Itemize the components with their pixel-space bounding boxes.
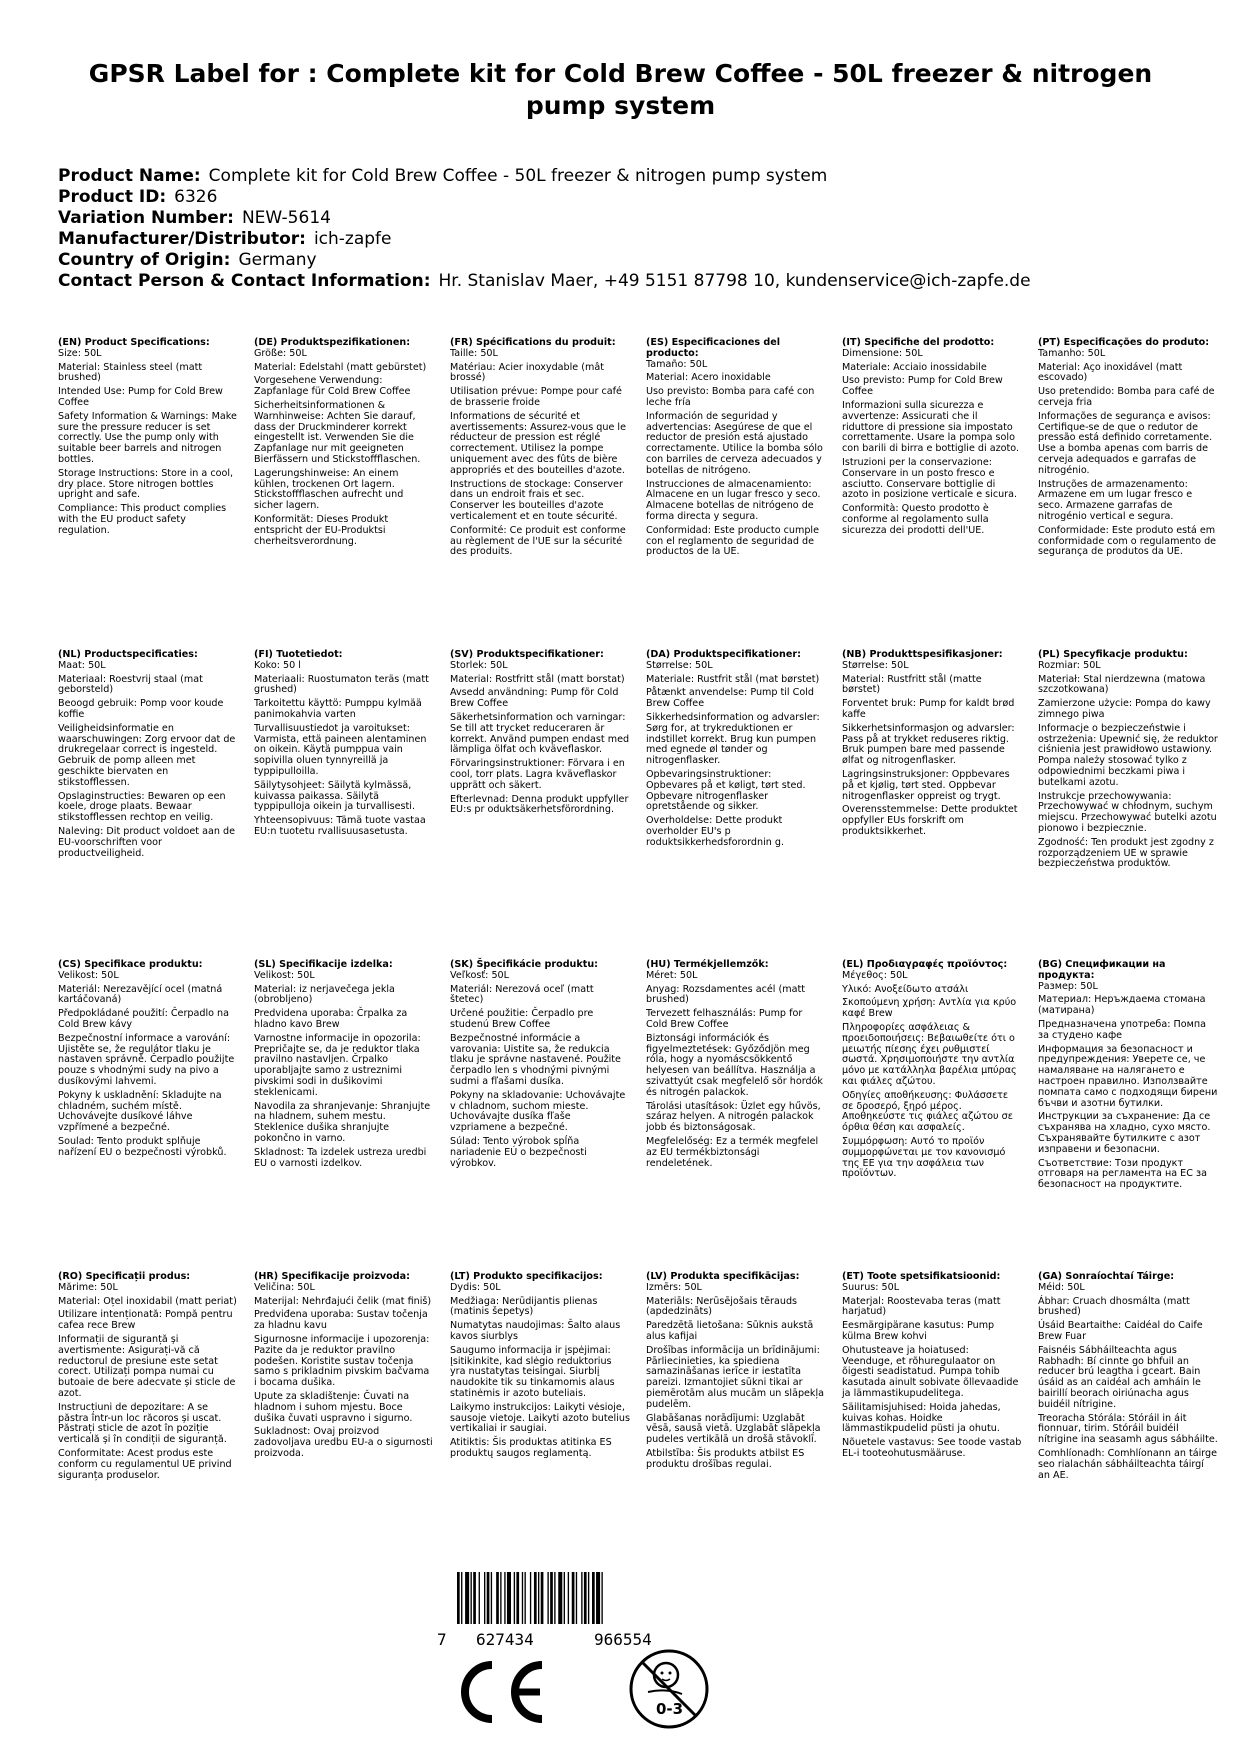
value: 6326 [174,187,218,207]
spec-line: Съответствие: Този продукт отговаря на регламента на ЕС за безопасност на продуктите. [1038,1157,1207,1191]
barcode-bar [547,1572,548,1624]
spec-line: Compliance: This product complies with the EU product safety regulation. [58,503,227,536]
spec-heading: (IT) Specifiche del prodotto: [842,337,995,348]
spec-line: Tamanho: 50L [1038,347,1106,359]
barcode-bar [487,1572,490,1624]
barcode-group-1: 627434 [476,1630,534,1649]
spec-line: Saugumo informacija ir įspėjimai: Įsitikinkite, kad slėgio reduktorius yra nustatytas teisingai. Siurblį naudokite tik su tinkamomis alaus statinėmis ir azoto buteliais. [450,1344,615,1399]
spec-line: Размер: 50L [1038,980,1098,992]
spec-line: Informações de segurança e avisos: Certifique-se de que o redutor de pressão está definido corretamente. Use a bomba apenas com barris de cerveja adequados e garrafas de nitrogénio. [1038,410,1213,476]
spec-line: Lagerungshinweise: An einem kühlen, trockenen Ort lagern. Stickstoffflaschen aufrecht und sicher lagern. [254,467,404,512]
spec-line: Numatytas naudojimas: Šalto alaus kavos siurblys [450,1320,621,1342]
spec-line: Overensstemmelse: Dette produktet oppfyller EUs forskrift om produktsikkerhet. [842,804,1018,837]
spec-line: Sikkerhedsinformation og advarsler: Sørg for, at trykreduktionen er indstillet korrekt. Brug kun pumpen med egnede øl tønder og nitrogenflasker. [646,711,820,767]
spec-line: Varnostne informacije in opozorila: Prepričajte se, da je reduktor tlaka pravilno nastavljen. Črpalko uporabljajte samo z ustreznimi pivskimi sodi in dušikovimi steklenicami. [254,1032,421,1098]
barcode-bar [541,1572,544,1624]
spec-block [842,960,1022,1183]
spec-heading: (EN) Product Specifications: [58,337,210,348]
age-warning-label: 0-3 [656,1700,684,1718]
spec-block [58,1272,238,1484]
spec-block [254,338,434,550]
spec-line: Tárolási utasítások: Üzlet egy hűvös, száraz helyen. A nitrogén palackok jobb és biztonságosak. [646,1100,821,1134]
barcode-bar [461,1572,462,1624]
spec-line: Veiligheidsinformatie en waarschuwingen: Zorg ervoor dat de drukregelaar correct is ingesteld. Gebruik de pomp alleen met geschikte biervaten en stikstofflessen. [58,722,236,788]
spec-line: Säilitamisjuhised: Hoida jahedas, kuivas kohas. Hoidke lämmastikpudelid püsti ja ohutu. [842,1401,1001,1435]
spec-line: Atbilstība: Šis produkts atbilst ES produktu drošības regulai. [646,1447,805,1470]
spec-line: Size: 50L [58,347,102,359]
spec-line: Laikymo instrukcijos: Laikyti vėsioje, sausoje vietoje. Laikyti azoto butelius vertikaliai ir saugiai. [450,1401,630,1435]
barcode-group-2: 966554 [594,1630,652,1649]
spec-line: Uso previsto: Pump for Cold Brew Coffee [842,375,1003,398]
spec-line: Faisnéis Sábháilteachta agus Rabhadh: Bí cinnte go bhfuil an reducer brú leagtha i gceart. Bain úsáid as an caidéal ach amháin le bairillí beorach oiriúnacha agus buidéil nítrigine. [1038,1344,1201,1410]
spec-block [254,960,434,1172]
spec-line: Beoogd gebruik: Pomp voor koude koffie [58,698,224,720]
spec-block [646,338,826,561]
spec-line: Σκοπούμενη χρήση: Αντλία για κρύο καφέ Brew [842,997,1017,1020]
spec-line: Mărime: 50L [58,1281,118,1293]
spec-block [842,1272,1022,1463]
spec-line: Conformité: Ce produit est conforme au règlement de l'UE sur la sécurité des produits. [450,524,626,558]
spec-block [646,1272,826,1474]
spec-heading: (SV) Produktspecifikationer: [450,649,604,660]
spec-block [58,960,238,1162]
spec-line: Instrucțiuni de depozitare: A se păstra într-un loc răcoros și uscat. Păstrați sticle de azot în poziție verticală și în condiții de siguranță. [58,1401,227,1446]
spec-line: Conformidade: Este produto está em conformidade com o regulamento de segurança de produtos da UE. [1038,524,1217,558]
label: Manufacturer/Distributor: [58,229,306,249]
spec-line: Sicherheitsinformationen & Warnhinweise: Achten Sie darauf, dass der Druckminderer korrekt eingestellt ist. Verwenden Sie die Zapfanlage nur mit geeigneten Bierfässern und Stickstoffflaschen. [254,399,421,465]
spec-line: Materijal: Nehrđajući čelik (mat finiš) [254,1295,432,1307]
spec-line: Velikost: 50L [254,969,315,981]
spec-line: Predvidena uporaba: Črpalka za hladno kavo Brew [254,1008,408,1030]
barcode-bar [568,1572,569,1624]
spec-line: Οδηγίες αποθήκευσης: Φυλάσσετε σε δροσερό, ξηρό μέρος. Αποθηκεύστε τις φιάλες αζώτου σε όρθια θέση και ασφαλείς. [842,1089,1013,1134]
spec-line: Sigurnosne informacije i upozorenja: Pazite da je reduktor pravilno podešen. Koristite sustav točenja samo s prikladnim pivskim bačvama i bocama dušika. [254,1333,430,1389]
spec-block [450,650,630,819]
spec-line: Material: Acero inoxidable [646,372,771,384]
spec-line: Veličina: 50L [254,1281,315,1293]
barcode-bar [538,1572,539,1624]
barcode-bar [491,1572,492,1624]
spec-heading: (EL) Προδιαγραφές προϊόντος: [842,959,1008,970]
barcode-bar [484,1572,485,1624]
spec-line: Úsáid Beartaithe: Caidéal do Caife Brew Fuar [1038,1320,1203,1342]
label: Product Name: [58,166,201,186]
spec-line: Säilytysohjeet: Säilytä kylmässä, kuivassa paikassa. Säilytä typpipulloja oikein ja turvallisesti. [254,779,416,813]
spec-line: Overholdelse: Dette produkt overholder EU's p roduktsikkerhedsforordnin g. [646,815,785,848]
spec-line: Påtænkt anvendelse: Pump til Cold Brew Coffee [646,687,814,710]
spec-line: Material: iz nerjavečega jekla (obrobljeno) [254,983,395,1006]
spec-line: Drošības informācija un brīdinājumi: Pārliecinieties, ka spiediena samazināšanas ierīce ir iestatīta pareizi. Izmantojiet sūkni tikai ar piemērotām alus mucām un slāpekļa pudelēm. [646,1344,825,1410]
spec-line: Material: Aço inoxidável (matt escovado) [1038,361,1183,384]
spec-line: Méret: 50L [646,969,698,981]
barcode-bar [558,1572,562,1624]
spec-line: Utilizare intenționată: Pompă pentru cafea rece Brew [58,1309,233,1332]
barcode-bar [504,1572,505,1624]
spec-heading: (FR) Spécifications du produit: [450,337,616,348]
spec-heading: (BG) Спецификации на продукта: [1038,959,1166,981]
spec-line: Turvallisuustiedot ja varoitukset: Varmista, että paineen alentaminen on oikein. Käytä pumppua vain sopivilla oluen tynnyreillä ja typpipulloilla. [254,722,427,777]
spec-heading: (NL) Productspecificaties: [58,649,198,660]
spec-line: Πληροφορίες ασφάλειας & προειδοποιήσεις: Βεβαιωθείτε ότι ο μειωτής πίεσης έχει ρυθμιστεί σωστά. Χρησιμοποιήστε την αντλία μόνο με κατάλληλα βαρέλια μπύρας και φιάλες αζώτου. [842,1021,1017,1087]
barcode-bar [516,1572,519,1624]
spec-line: Material: Edelstahl (matt gebürstet) [254,361,427,373]
spec-block [646,650,826,852]
spec-line: Conformidad: Este producto cumple con el reglamento de seguridad de productos de la UE. [646,524,819,558]
spec-line: Größe: 50L [254,347,307,359]
spec-line: Informazioni sulla sicurezza e avvertenze: Assicurati che il riduttore di pressione sia impostato correttamente. Usare la pompa solo con barili di birra e bottiglie di azoto. [842,399,1020,455]
barcode-bar [496,1572,499,1624]
spec-block [450,1272,630,1463]
spec-line: Material: Rostfritt stål (matt borstat) [450,673,625,685]
label: Country of Origin: [58,250,231,270]
spec-line: Información de seguridad y advertencias: Asegúrese de que el reductor de presión está ajustado correctamente. Utilice la bomba sólo con barriles de cerveza adecuados y botellas de nitrógeno. [646,410,823,476]
barcode-bar [601,1572,602,1624]
spec-line: Предназначена употреба: Помпа за студено кафе [1038,1018,1206,1041]
spec-line: Tamaño: 50L [646,358,708,370]
spec-line: Förvaringsinstruktioner: Förvara i en cool, torr plats. Lagra kväveflaskor upprätt och säkert. [450,758,625,791]
spec-line: Soulad: Tento produkt splňuje nařízení EU o bezpečnosti výrobků. [58,1135,227,1158]
spec-line: Informations de sécurité et avertissements: Assurez-vous que le réducteur de pression est réglé correctement. Utilisez la pompe uniquement avec des fûts de bière appropriés et des bouteilles d'azote. [450,410,626,476]
spec-line: Intended Use: Pump for Cold Brew Coffee [58,386,223,408]
spec-line: Konformität: Dieses Produkt entspricht der EU-Produktsi cherheitsverordnung. [254,513,389,547]
spec-block [58,338,238,540]
spec-heading: (PT) Especificações do produto: [1038,337,1210,348]
spec-line: Conformità: Questo prodotto è conforme al regolamento sulla sicurezza dei prodotti dell'UE. [842,503,989,536]
spec-line: Forventet bruk: Pump for kaldt brød kaffe [842,698,1015,720]
value: Germany [238,250,317,270]
spec-block [450,338,630,561]
spec-line: Uso pretendido: Bomba para café de cerveja fria [1038,386,1215,408]
spec-line: Medžiaga: Nerūdijantis plienas (matinis šepetys) [450,1295,598,1318]
spec-line: Ohutusteave ja hoiatused: Veenduge, et rõhuregulaator on õigesti seadistatud. Pumpa tohib kasutada ainult sobivate õllevaadide ja lämmastikupudelitega. [842,1344,1019,1399]
spec-line: Material: Rustfritt stål (matte børstet) [842,673,982,696]
barcode-bar [465,1572,469,1624]
barcode-bar [572,1572,575,1624]
spec-line: Opbevaringsinstruktioner: Opbevares på et køligt, tørt sted. Opbevare nitrogenflasker opretstående og sikker. [646,768,806,813]
barcode-bar [525,1572,526,1624]
spec-line: Rozmiar: 50L [1038,659,1101,671]
barcode [455,1572,691,1624]
spec-heading: (ES) Especificaciones del producto: [646,337,781,359]
spec-block [1038,650,1218,873]
spec-heading: (NB) Produkttspesifikasjoner: [842,649,1003,660]
spec-line: Izmērs: 50L [646,1281,702,1293]
spec-line: Veľkosť: 50L [450,969,509,981]
spec-line: Material: Stainless steel (matt brushed) [58,361,203,384]
spec-heading: (LT) Produkto specifikacijos: [450,1271,603,1282]
spec-line: Sikkerhetsinformasjon og advarsler: Pass på at trykket reduseres riktig. Bruk pumpen bare med passende ølfat og nitrogenflasker. [842,722,1015,767]
spec-line: Bezpečnostní informace a varování: Ujistěte se, že regulátor tlaku je nastaven správně. Čerpadlo použijte pouze s vhodnými sudy na pivo a dusíkovými lahvemi. [58,1032,235,1087]
value: Hr. Stanislav Maer, +49 5151 87798 10, kundenservice@ich-zapfe.de [438,271,1031,291]
spec-heading: (ET) Toote spetsifikatsioonid: [842,1271,1001,1282]
spec-block [842,338,1022,540]
spec-line: Instructions de stockage: Conserver dans un endroit frais et sec. Conserver les bouteilles d'azote verticalement et en toute sécurité. [450,478,623,522]
barcode-bar [584,1572,587,1624]
spec-line: Информация за безопасност и предупреждения: Уверете се, че намаляване на налягането е настроен правилно. Използвайте помпата само с подходящи бирени бъчви и азотни бутилки. [1038,1043,1218,1109]
spec-line: Zgodność: Ten produkt jest zgodny z rozporządzeniem UE w sprawie bezpieczeństwa produktów. [1038,836,1214,870]
spec-line: Instrukcje przechowywania: Przechowywać w chłodnym, suchym miejscu. Przechowywać butelki azotu pionowo i bezpiecznie. [1038,790,1217,834]
spec-line: Materiał: Stal nierdzewna (matowa szczotkowana) [1038,673,1206,696]
spec-line: Maat: 50L [58,659,106,671]
barcode-bar [500,1572,501,1624]
product-name-row [58,166,1031,187]
barcode-bar [514,1572,515,1624]
barcode-bar [592,1572,595,1624]
product-id-row [58,187,1031,208]
variation-number-row [58,208,1031,229]
spec-line: Säkerhetsinformation och varningar: Se till att trycket reduceraren är korrekt. Använd pumpen endast med lämpliga ölfat och kväveflaskor. [450,711,630,756]
spec-line: Súlad: Tento výrobok spĺňa nariadenie EÚ o bezpečnosti výrobkov. [450,1135,587,1169]
spec-line: Určené použitie: Čerpadlo pre studenú Brew Coffee [450,1008,594,1030]
value: ich-zapfe [313,229,392,249]
spec-heading: (DE) Produktspezifikationen: [254,337,411,348]
spec-line: Sukladnost: Ovaj proizvod zadovoljava uredbu EU-a o sigurnosti proizvoda. [254,1426,433,1459]
barcode-bar [479,1572,480,1624]
spec-line: Méid: 50L [1038,1281,1085,1293]
spec-block [1038,960,1218,1194]
spec-line: Avsedd användning: Pump för Cold Brew Coffee [450,687,619,710]
spec-line: Materiál: Nerezavějící ocel (matná kartáčovaná) [58,983,223,1006]
barcode-bar [507,1572,511,1624]
spec-line: Efterlevnad: Denna produkt uppfyller EU:s pr oduktsäkerhetsförordning. [450,793,629,816]
spec-line: Storlek: 50L [450,659,508,671]
barcode-bar [530,1572,531,1624]
spec-line: Storage Instructions: Store in a cool, dry place. Store nitrogen bottles upright and safe. [58,467,234,501]
barcode-digit-lead: 7 [437,1630,447,1649]
spec-line: Předpokládané použití: Čerpadlo na Cold Brew kávy [58,1008,230,1030]
spec-line: Informații de siguranță și avertismente: Asigurați-vă că reductorul de presiune este setat corect. Utilizați pompa numai cu butoaie de bere adecvate și sticle de azot. [58,1333,236,1399]
spec-heading: (CS) Specifikace produktu: [58,959,203,970]
label: Product ID: [58,187,167,207]
spec-line: Materjal: Roostevaba teras (matt harjatud) [842,1295,1001,1318]
spec-line: Lagringsinstruksjoner: Oppbevares på et kjølig, tørt sted. Oppbevar nitrogenflasker oppreist og trygt. [842,768,1010,802]
spec-heading: (HU) Termékjellemzők: [646,959,769,970]
spec-line: Materiale: Acciaio inossidabile [842,361,987,373]
barcode-bar [564,1572,565,1624]
barcode-bar [534,1572,537,1624]
spec-line: Uso previsto: Bomba para café con leche fría [646,386,815,408]
spec-line: Eesmärgipärane kasutus: Pump külma Brew kohvi [842,1320,995,1342]
spec-line: Størrelse: 50L [842,659,909,671]
value: Complete kit for Cold Brew Coffee - 50L freezer & nitrogen pump system [208,166,828,186]
spec-line: Navodila za shranjevanje: Shranjujte na hladnem, suhem mestu. Steklenice dušika shranjujte pokončno in varno. [254,1100,431,1144]
barcode-bar [550,1572,553,1624]
spec-line: Megfelelőség: Ez a termék megfelel az EU termékbiztonsági rendeletének. [646,1135,819,1169]
spec-line: Materiál: Nerezová oceľ (matt štetec) [450,983,594,1006]
spec-heading: (PL) Specyfikacje produktu: [1038,649,1188,660]
barcode-bar [471,1572,472,1624]
barcode-bar [588,1572,589,1624]
spec-line: Taille: 50L [450,347,498,359]
spec-line: Conformitate: Acest produs este conform cu regulamentul UE privind siguranța produselor. [58,1447,232,1481]
spec-line: Comhlíonadh: Comhlíonann an táirge seo rialachán sábháilteachta táirgí an AE. [1038,1447,1218,1481]
spec-line: Predviđena uporaba: Sustav točenja za hladnu kavu [254,1309,428,1332]
label: Contact Person & Contact Information: [58,271,431,291]
spec-line: Dimensione: 50L [842,347,923,359]
barcode-bar [576,1572,577,1624]
page-title: GPSR Label for : Complete kit for Cold Brew Coffee - 50L freezer & nitrogen pump system [88,59,1153,120]
spec-heading: (HR) Specifikacije proizvoda: [254,1271,410,1282]
value: NEW-5614 [241,208,331,228]
spec-line: Ábhar: Cruach dhosmálta (matt brushed) [1038,1295,1190,1318]
spec-heading: (GA) Sonraíochtaí Táirge: [1038,1271,1175,1282]
spec-line: Instruções de armazenamento: Armazene em um lugar fresco e seco. Armazene garrafas de nitrogénio vertical e segura. [1038,478,1193,522]
spec-block [646,960,826,1172]
spec-line: Tervezett felhasználás: Pump for Cold Brew Coffee [646,1008,803,1030]
product-info [58,166,1031,292]
spec-line: Glabāšanas norādījumi: Uzglabāt vēsā, sausā vietā. Uzglabāt slāpekļa pudeles vertikālā un drošā stāvoklī. [646,1412,821,1446]
spec-line: Tarkoitettu käyttö: Pumppu kylmää panimokahvia varten [254,698,422,720]
spec-line: Opslaginstructies: Bewaren op een koele, droge plaats. Bewaar stikstofflessen rechtop en veilig. [58,790,226,824]
spec-line: Upute za skladištenje: Čuvati na hladnom i suhom mjestu. Boce dušika čuvati uspravno i sigurno. [254,1390,413,1424]
spec-line: Anyag: Rozsdamentes acél (matt brushed) [646,983,805,1006]
spec-line: Инструкции за съхранение: Да се съхранява на хладно, сухо място. Съхранявайте бутилките с азот изправени и безопасни. [1038,1111,1211,1155]
spec-line: Materiale: Rustfrit stål (mat børstet) [646,673,820,685]
spec-line: Størrelse: 50L [646,659,713,671]
spec-line: Vorgesehene Verwendung: Zapfanlage für Cold Brew Coffee [254,375,411,398]
spec-line: Naleving: Dit product voldoet aan de EU-voorschriften voor productveiligheid. [58,825,235,859]
spec-line: Istruzioni per la conservazione: Conservare in un posto fresco e asciutto. Conservare bottiglie di azoto in posizione verticale e sicura. [842,456,1018,501]
barcode-bar [457,1572,460,1624]
label: Variation Number: [58,208,234,228]
spec-line: Pokyny na skladovanie: Uchovávajte v chladnom, suchom mieste. Uchovávajte dusíka fľaše vzpriamene a bezpečné. [450,1089,626,1134]
spec-line: Materiāls: Nerūsējošais tērauds (apdedzināts) [646,1295,798,1318]
spec-block [254,650,434,841]
barcode-bar [522,1572,523,1624]
spec-line: Materiaal: Roestvrij staal (mat geborsteld) [58,673,203,696]
spec-line: Suurus: 50L [842,1281,900,1293]
contact-row [58,271,1031,292]
spec-line: Treoracha Stórála: Stóráil in áit fionnuar, tirim. Stóráil buidéil nítrigine ina seasamh agus sábháilte. [1038,1412,1218,1446]
spec-line: Material: Oțel inoxidabil (matt periat) [58,1295,237,1307]
spec-line: Yhteensopivuus: Tämä tuote vastaa EU:n tuotetu rvallisuusasetusta. [254,815,426,837]
spec-block [450,960,630,1172]
spec-line: Συμμόρφωση: Αυτό το προϊόν συμμορφώνεται με τον κανονισμό της ΕΕ για την ασφάλεια των προϊόντων. [842,1135,1006,1180]
barcode-bar [581,1572,582,1624]
spec-heading: (DA) Produktspecifikationer: [646,649,801,660]
barcode-bar [596,1572,600,1624]
spec-line: Zamierzone użycie: Pompa do kawy zimnego piwa [1038,698,1211,720]
spec-line: Velikost: 50L [58,969,119,981]
spec-block [1038,1272,1218,1484]
country-row [58,250,1031,271]
manufacturer-row [58,229,1031,250]
barcode-bar [473,1572,476,1624]
spec-heading: (FI) Tuotetiedot: [254,649,343,660]
spec-heading: (LV) Produkta specifikācijas: [646,1271,800,1282]
spec-line: Paredzētā lietošana: Sūknis aukstā alus kafijai [646,1320,814,1342]
spec-line: Utilisation prévue: Pompe pour café de brasserie froide [450,386,622,408]
spec-line: Dydis: 50L [450,1281,501,1293]
spec-heading: (RO) Specificații produs: [58,1271,191,1282]
spec-line: Υλικό: Ανοξείδωτο ατσάλι [842,983,969,995]
spec-block [1038,338,1218,561]
spec-line: Informacje o bezpieczeństwie i ostrzeżenia: Upewnić się, że reduktor ciśnienia jest prawidłowo ustawiony. Pompa należy stosować tylko z odpowiednimi beczkami piwa i butelkami azotu. [1038,722,1218,788]
spec-line: Safety Information & Warnings: Make sure the pressure reducer is set correctly. Use the pump only with suitable beer barrels and nitrogen bottles. [58,410,237,465]
ce-mark-icon [448,1657,548,1727]
spec-block [842,650,1022,841]
spec-line: Μέγεθος: 50L [842,969,908,981]
spec-line: Koko: 50 l [254,659,301,671]
spec-line: Atitiktis: Šis produktas atitinka ES produktų saugos reglamentą. [450,1437,612,1459]
spec-heading: (SK) Špecifikácie produktu: [450,959,599,970]
spec-block [254,1272,434,1463]
spec-line: Pokyny k uskladnění: Skladujte na chladném, suchém místě. Uchovávejte dusíkové láhve vzpřímené a bezpečné. [58,1089,222,1134]
spec-line: Instrucciones de almacenamiento: Almacene en un lugar fresco y seco. Almacene botellas de nitrógeno de forma directa y segura. [646,478,821,522]
spec-line: Matériau: Acier inoxydable (mât brossé) [450,361,604,384]
spec-line: Материал: Неръждаема стомана (матирана) [1038,994,1206,1017]
barcode-bar [554,1572,555,1624]
spec-line: Biztonsági információk és figyelmeztetések: Győződjön meg róla, hogy a nyomáscsökkentő helyesen van beállítva. Használja a szivattyút csak megfelelő sör hordók és nitrogén palackok. [646,1032,823,1098]
spec-line: Bezpečnostné informácie a varovania: Uistite sa, že redukcia tlaku je správne nastavené. Použite čerpadlo len s vhodnými pivnými sudmi a fľašami dusíka. [450,1032,621,1087]
not-for-children-icon [628,1648,710,1730]
spec-line: Materiaali: Ruostumaton teräs (matt grushed) [254,673,429,696]
spec-line: Skladnost: Ta izdelek ustreza uredbi EU o varnosti izdelkov. [254,1146,427,1169]
spec-line: Nõuetele vastavus: See toode vastab EL-i tooteohutusmääruse. [842,1437,1022,1459]
spec-heading: (SL) Specifikacije izdelka: [254,959,393,970]
spec-block [58,650,238,862]
